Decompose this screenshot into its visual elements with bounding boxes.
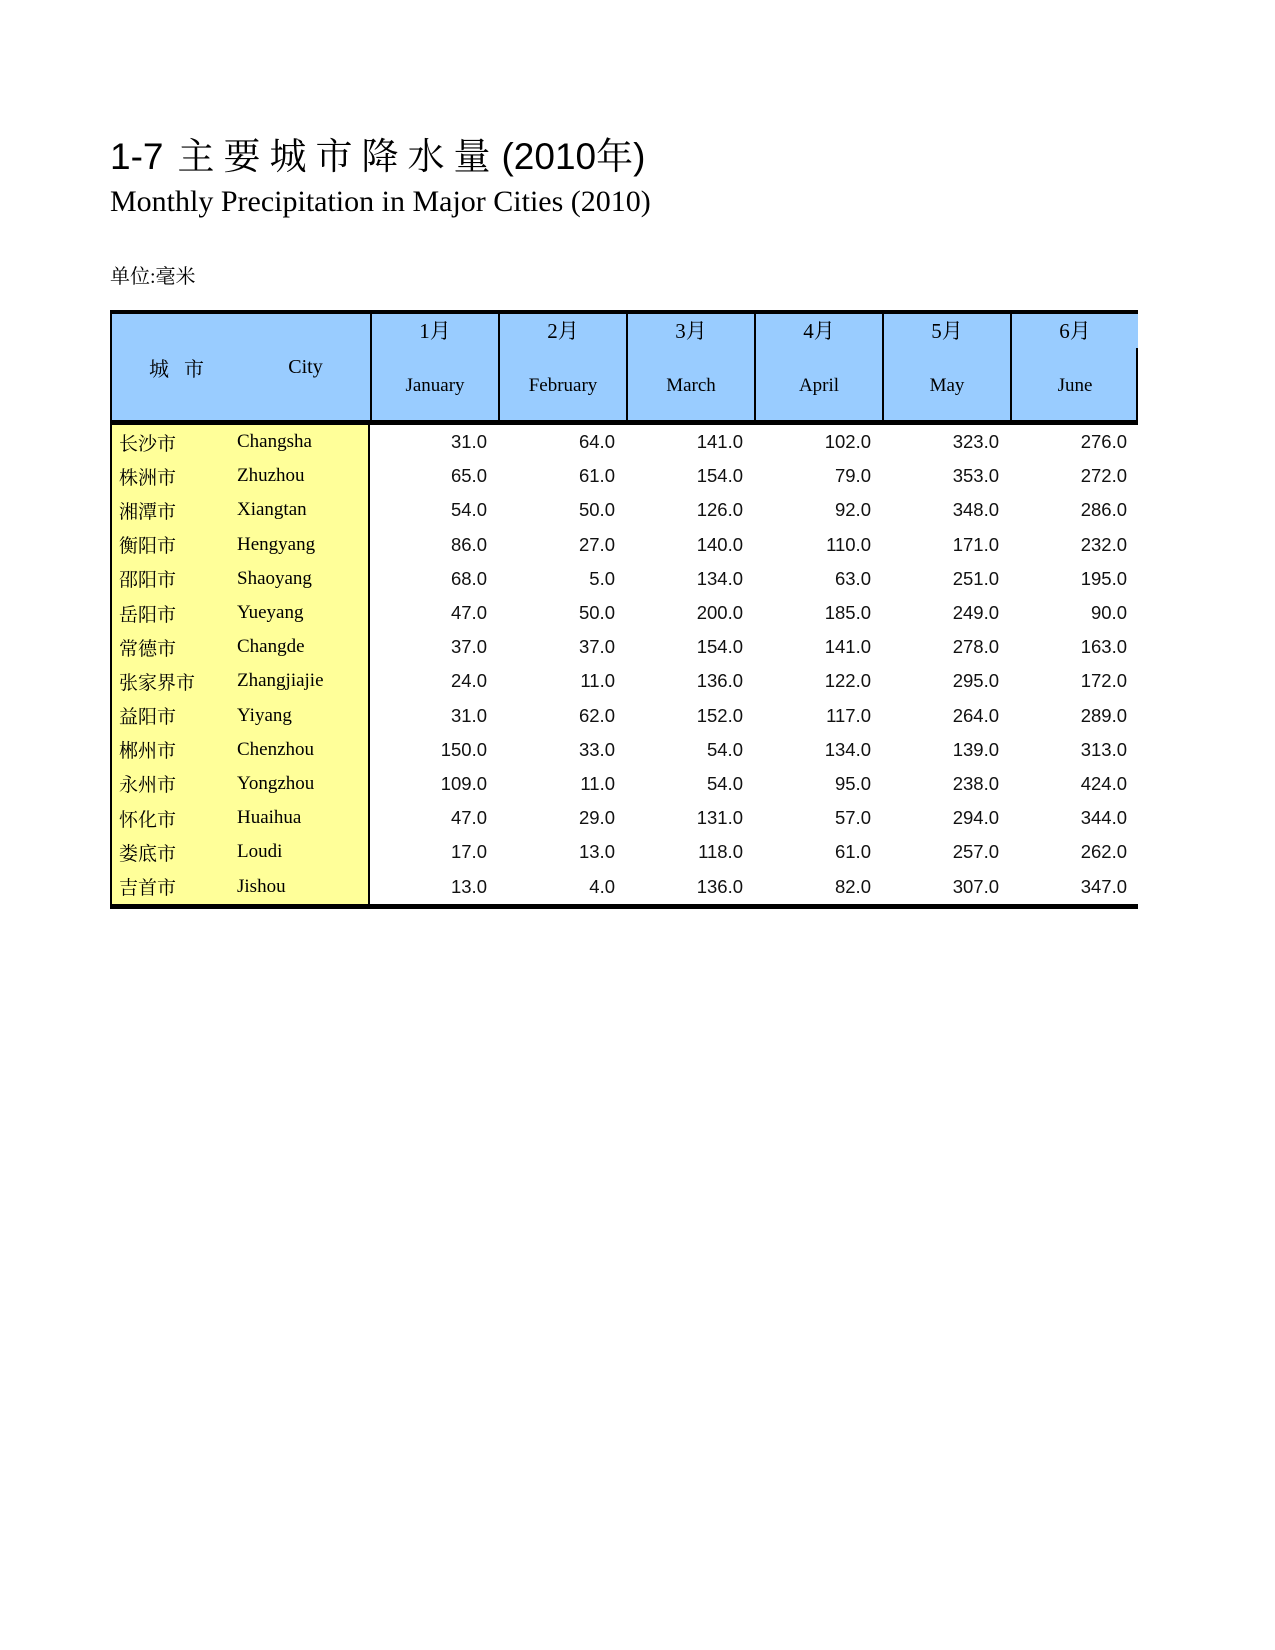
- value-cell-february: 50.0: [578, 602, 615, 624]
- value-cell-january: 65.0: [450, 465, 487, 487]
- value-cell-march: 200.0: [696, 602, 743, 624]
- city-name-en-cell: Huaihua: [237, 801, 370, 835]
- month-label-en: June: [1057, 375, 1093, 396]
- city-name-en-cell: Zhangjiajie: [237, 664, 370, 698]
- value-cell-february: 33.0: [578, 738, 615, 760]
- page-title-chinese: 主要城市降水量: [177, 136, 500, 177]
- value-cell-june: 163.0: [1080, 636, 1127, 658]
- value-cell-march: 131.0: [696, 807, 743, 829]
- value-cell-february: 61.0: [578, 465, 615, 487]
- city-name-zh-cell: 益阳市: [112, 699, 237, 733]
- city-header-cell: [112, 314, 370, 420]
- month-label-zh: 1月: [419, 319, 451, 343]
- month-label-zh: 4月: [803, 319, 835, 343]
- month-label-en: March: [666, 375, 716, 396]
- table-row: [112, 562, 1138, 596]
- city-name-en-cell: Xiangtan: [237, 493, 370, 527]
- value-cell-may: 278.0: [952, 636, 999, 658]
- page-title: [110, 136, 645, 178]
- city-name-en-cell: Yongzhou: [237, 767, 370, 801]
- city-name-zh-cell: 张家界市: [112, 664, 237, 698]
- page-title-number: 1-7: [110, 136, 164, 177]
- table-row: [112, 425, 1138, 459]
- value-cell-april: 57.0: [834, 807, 871, 829]
- value-cell-june: 424.0: [1080, 772, 1127, 794]
- page-title-year: (2010年): [501, 136, 646, 177]
- value-cell-march: 134.0: [696, 567, 743, 589]
- value-cell-january: 86.0: [450, 533, 487, 555]
- table-row: [112, 801, 1138, 835]
- value-cell-february: 4.0: [589, 875, 615, 897]
- value-cell-may: 307.0: [952, 875, 999, 897]
- month-label-zh: 3月: [675, 319, 707, 343]
- value-cell-april: 92.0: [834, 499, 871, 521]
- value-cell-march: 54.0: [706, 738, 743, 760]
- month-header-cell: [626, 314, 754, 420]
- value-cell-april: 102.0: [824, 431, 871, 453]
- table-row: [112, 596, 1138, 630]
- value-cell-march: 136.0: [696, 670, 743, 692]
- value-cell-january: 47.0: [450, 807, 487, 829]
- city-header-en: City: [288, 355, 323, 378]
- value-cell-february: 13.0: [578, 841, 615, 863]
- value-cell-may: 257.0: [952, 841, 999, 863]
- value-cell-june: 195.0: [1080, 567, 1127, 589]
- city-header-zh: 城 市: [149, 358, 204, 381]
- city-name-zh-cell: 怀化市: [112, 801, 237, 835]
- city-name-zh-cell: 湘潭市: [112, 493, 237, 527]
- table-row: [112, 869, 1138, 903]
- value-cell-february: 11.0: [580, 670, 615, 692]
- value-cell-january: 150.0: [440, 738, 487, 760]
- table-row: [112, 630, 1138, 664]
- city-name-zh-cell: 长沙市: [112, 425, 237, 459]
- city-name-zh-cell: 永州市: [112, 767, 237, 801]
- value-cell-april: 122.0: [824, 670, 871, 692]
- value-cell-january: 17.0: [450, 841, 487, 863]
- table-body: [110, 425, 1138, 909]
- table-row: [112, 528, 1138, 562]
- value-cell-may: 294.0: [952, 807, 999, 829]
- month-header-cell: [498, 314, 626, 420]
- value-cell-april: 110.0: [826, 533, 871, 555]
- value-cell-april: 134.0: [824, 738, 871, 760]
- table-row: [112, 664, 1138, 698]
- value-cell-april: 79.0: [834, 465, 871, 487]
- city-name-zh-cell: 常德市: [112, 630, 237, 664]
- city-name-zh-cell: 株洲市: [112, 459, 237, 493]
- value-cell-april: 63.0: [834, 567, 871, 589]
- value-cell-june: 347.0: [1080, 875, 1127, 897]
- city-name-zh-cell: 衡阳市: [112, 528, 237, 562]
- city-name-zh-cell: 岳阳市: [112, 596, 237, 630]
- value-cell-february: 62.0: [578, 704, 615, 726]
- city-name-en-cell: Hengyang: [237, 528, 370, 562]
- table-right-border: [1136, 348, 1138, 420]
- value-cell-january: 47.0: [450, 602, 487, 624]
- value-cell-march: 136.0: [696, 875, 743, 897]
- city-name-en-cell: Changsha: [237, 425, 370, 459]
- value-cell-april: 117.0: [826, 704, 871, 726]
- value-cell-may: 353.0: [952, 465, 999, 487]
- value-cell-april: 95.0: [834, 772, 871, 794]
- value-cell-march: 118.0: [698, 841, 743, 863]
- month-header-cell: [882, 314, 1010, 420]
- month-header-group: [370, 314, 1138, 420]
- value-cell-june: 289.0: [1080, 704, 1127, 726]
- table-row: [112, 493, 1138, 527]
- value-cell-june: 90.0: [1090, 602, 1127, 624]
- month-label-zh: 2月: [547, 319, 579, 343]
- page-subtitle: Monthly Precipitation in Major Cities (2010): [110, 185, 651, 218]
- value-cell-january: 37.0: [450, 636, 487, 658]
- value-cell-may: 323.0: [952, 431, 999, 453]
- value-cell-january: 31.0: [450, 704, 487, 726]
- value-cell-may: 295.0: [952, 670, 999, 692]
- value-cell-june: 272.0: [1080, 465, 1127, 487]
- table-header: [110, 310, 1138, 425]
- table-row: [112, 699, 1138, 733]
- value-cell-april: 141.0: [824, 636, 871, 658]
- month-header-cell: [1010, 314, 1138, 420]
- value-cell-may: 249.0: [952, 602, 999, 624]
- city-name-en-cell: Loudi: [237, 835, 370, 869]
- city-name-en-cell: Changde: [237, 630, 370, 664]
- value-cell-february: 11.0: [580, 772, 615, 794]
- city-name-zh-cell: 吉首市: [112, 869, 237, 903]
- city-name-en-cell: Shaoyang: [237, 562, 370, 596]
- city-name-zh-cell: 邵阳市: [112, 562, 237, 596]
- table-row: [112, 459, 1138, 493]
- value-cell-april: 61.0: [834, 841, 871, 863]
- value-cell-january: 109.0: [440, 772, 487, 794]
- city-name-zh-cell: 娄底市: [112, 835, 237, 869]
- city-name-en-cell: Zhuzhou: [237, 459, 370, 493]
- value-cell-march: 140.0: [696, 533, 743, 555]
- value-cell-march: 154.0: [696, 636, 743, 658]
- month-header-cell: [754, 314, 882, 420]
- value-cell-february: 29.0: [578, 807, 615, 829]
- month-label-zh: 6月: [1059, 319, 1091, 343]
- value-cell-january: 24.0: [450, 670, 487, 692]
- value-cell-june: 286.0: [1080, 499, 1127, 521]
- value-cell-april: 185.0: [824, 602, 871, 624]
- value-cell-april: 82.0: [834, 875, 871, 897]
- value-cell-march: 154.0: [696, 465, 743, 487]
- value-cell-march: 126.0: [696, 499, 743, 521]
- value-cell-january: 13.0: [450, 875, 487, 897]
- value-cell-may: 251.0: [952, 567, 999, 589]
- table-row: [112, 835, 1138, 869]
- table-row: [112, 733, 1138, 767]
- value-cell-january: 31.0: [450, 431, 487, 453]
- month-label-en: February: [528, 375, 598, 396]
- value-cell-february: 37.0: [578, 636, 615, 658]
- value-cell-may: 348.0: [952, 499, 999, 521]
- value-cell-june: 313.0: [1080, 738, 1127, 760]
- month-header-cell: [370, 314, 498, 420]
- city-name-en-cell: Yueyang: [237, 596, 370, 630]
- value-cell-june: 262.0: [1080, 841, 1127, 863]
- unit-note: 单位:毫米: [110, 266, 196, 288]
- city-name-en-cell: Yiyang: [237, 699, 370, 733]
- value-cell-january: 68.0: [450, 567, 487, 589]
- month-label-en: January: [405, 375, 465, 396]
- value-cell-may: 139.0: [952, 738, 999, 760]
- value-cell-february: 27.0: [578, 533, 615, 555]
- value-cell-june: 276.0: [1080, 431, 1127, 453]
- value-cell-june: 232.0: [1080, 533, 1127, 555]
- value-cell-january: 54.0: [450, 499, 487, 521]
- city-name-en-cell: Chenzhou: [237, 733, 370, 767]
- value-cell-may: 264.0: [952, 704, 999, 726]
- value-cell-february: 50.0: [578, 499, 615, 521]
- month-label-en: May: [929, 375, 965, 396]
- value-cell-february: 64.0: [578, 431, 615, 453]
- table-row: [112, 767, 1138, 801]
- value-cell-march: 141.0: [696, 431, 743, 453]
- city-name-zh-cell: 郴州市: [112, 733, 237, 767]
- month-label-en: April: [798, 375, 840, 396]
- value-cell-march: 54.0: [706, 772, 743, 794]
- value-cell-may: 171.0: [952, 533, 999, 555]
- precipitation-table: [110, 310, 1138, 909]
- month-label-zh: 5月: [931, 319, 963, 343]
- value-cell-june: 172.0: [1080, 670, 1127, 692]
- city-name-en-cell: Jishou: [237, 869, 370, 903]
- value-cell-march: 152.0: [696, 704, 743, 726]
- value-cell-february: 5.0: [589, 567, 615, 589]
- value-cell-may: 238.0: [952, 772, 999, 794]
- value-cell-june: 344.0: [1080, 807, 1127, 829]
